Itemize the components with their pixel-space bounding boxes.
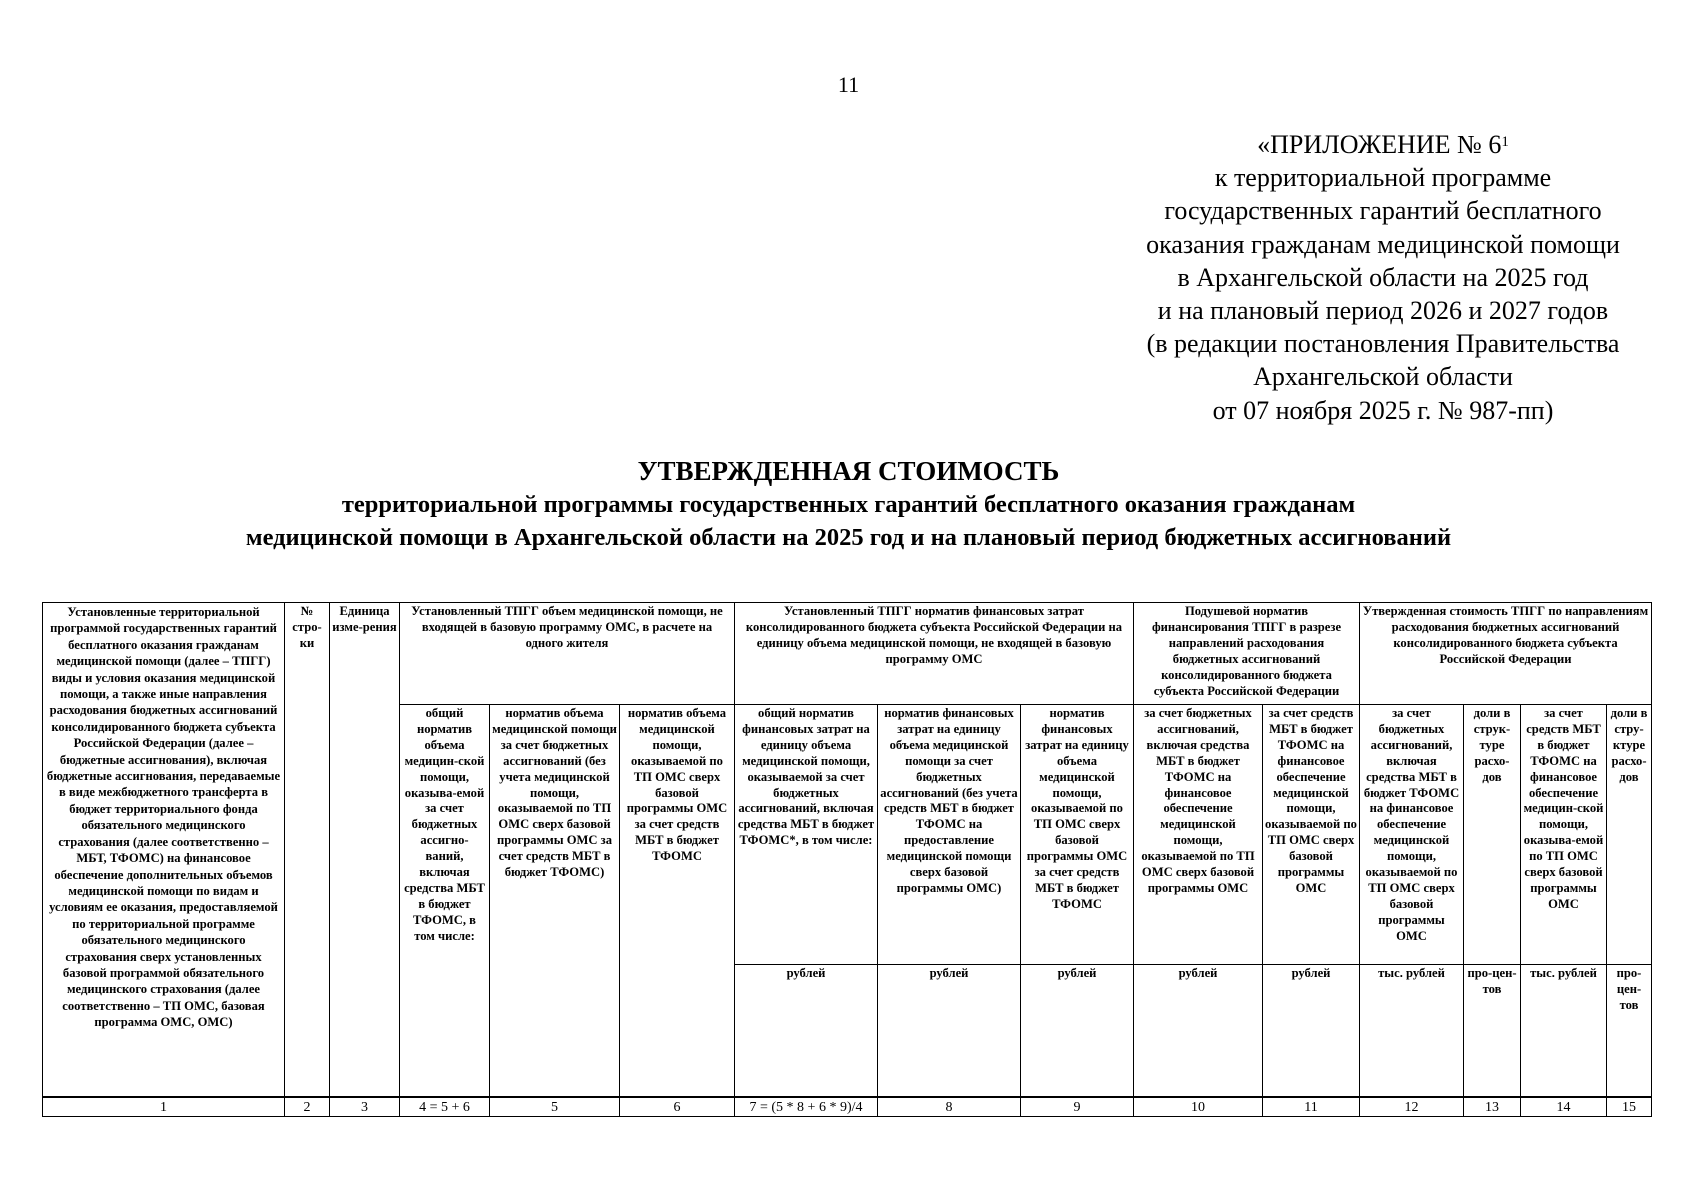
column-number: 4 = 5 + 6 — [400, 1097, 490, 1117]
appendix-line: государственных гарантий бесплатного — [1164, 196, 1602, 226]
budget-table — [42, 602, 1652, 1117]
header-group-per-capita: Подушевой норматив финансирования ТПГГ в разрезе направлений расходования бюджетных ассигнований консолидированного бюджета субъекта Российской Федерации — [1134, 603, 1360, 705]
header-cell-c4: общий норматив объема медицин-ской помощи, оказыва-емой за счет бюджетных ассигно-ваний, включая средства МБТ в бюджет ТФОМС, в том числе: — [400, 705, 490, 1098]
title-main: УТВЕРЖДЕННАЯ СТОИМОСТЬ — [637, 456, 1060, 486]
column-number: 14 — [1521, 1097, 1607, 1117]
unit-cell-c15: про-цен-тов — [1607, 965, 1652, 1098]
appendix-header — [1088, 128, 1678, 427]
header-group-cost-norm: Установленный ТПГГ норматив финансовых затрат консолидированного бюджета субъекта Российской Федерации на единицу объема медицинской помощи, не входящей в базовую программу ОМС — [735, 603, 1134, 705]
header-cell-c14: за счет средств МБТ в бюджет ТФОМС на финансовое обеспечение медицин-ской помощи, оказыва-емой по ТП ОМС сверх базовой программы ОМС — [1521, 705, 1607, 965]
column-number: 5 — [490, 1097, 620, 1117]
column-number: 10 — [1134, 1097, 1263, 1117]
column-number: 12 — [1360, 1097, 1464, 1117]
header-cell-c5: норматив объема медицинской помощи за счет бюджетных ассигнований (без учета медицинской помощи, оказываемой по ТП ОМС сверх базовой программы ОМС за счет средств МБТ в бюджет ТФОМС) — [490, 705, 620, 1098]
appendix-line: от 07 ноября 2025 г. № 987-пп) — [1212, 395, 1554, 425]
header-cell-c12: за счет бюджетных ассигнований, включая средства МБТ в бюджет ТФОМС на финансовое обеспечение медицинской помощи, оказываемой по ТП ОМС сверх базовой программы ОМС — [1360, 705, 1464, 965]
document-title — [0, 455, 1697, 554]
appendix-line: к территориальной программе — [1214, 163, 1552, 193]
unit-cell-c13: про-цен-тов — [1464, 965, 1521, 1098]
header-cell-c7: общий норматив финансовых затрат на единицу объема медицинской помощи, оказываемой за счет бюджетных ассигнований, включая средства МБТ в бюджет ТФОМС*, в том числе: — [735, 705, 878, 965]
unit-cell-c11: рублей — [1263, 965, 1360, 1098]
column-number: 13 — [1464, 1097, 1521, 1117]
unit-cell-c12: тыс. рублей — [1360, 965, 1464, 1098]
title-line: медицинской помощи в Архангельской области на 2025 год и на плановый период бюджетных ассигнований — [245, 524, 1452, 551]
column-number: 11 — [1263, 1097, 1360, 1117]
column-number: 2 — [285, 1097, 330, 1117]
header-cell-c15: доли в стру-ктуре расхо-дов — [1607, 705, 1652, 965]
title-line: территориальной программы государственных гарантий бесплатного оказания гражданам — [341, 491, 1356, 518]
appendix-line: Архангельской области — [1253, 362, 1513, 392]
header-cell-unit: Единица изме-рения — [330, 603, 400, 1098]
column-number: 6 — [620, 1097, 735, 1117]
header-cell-c9: норматив финансовых затрат на единицу объема медицинской помощи, оказываемой по ТП ОМС сверх базовой программы ОМС за счет средств МБТ в бюджет ТФОМС — [1021, 705, 1134, 965]
header-cell-row-number: № стро-ки — [285, 603, 330, 1098]
unit-cell-c7: рублей — [735, 965, 878, 1098]
column-number: 7 = (5 * 8 + 6 * 9)/4 — [735, 1097, 878, 1117]
header-cell-c8: норматив финансовых затрат на единицу объема медицинской помощи за счет бюджетных ассигнований (без учета средств МБТ в бюджет ТФОМС на предоставление медицинской помощи сверх базовой программы ОМС) — [878, 705, 1021, 965]
column-number: 15 — [1607, 1097, 1652, 1117]
unit-cell-c14: тыс. рублей — [1521, 965, 1607, 1098]
header-cell-c13: доли в струк-туре расхо-дов — [1464, 705, 1521, 965]
header-cell-types: Установленные территориальной программой государственных гарантий бесплатного оказания гражданам медицинской помощи (далее – ТПГГ) виды и условия оказания медицинской помощи, а также иные направления расходования бюджетных ассигнований консолидированного бюджета субъекта Российской Федерации (далее – бюджетные ассигнования), включая бюджетные ассигнования, передаваемые в виде межбюджетного трансферта в бюджет территориального фонда обязательного медицинского страхования (далее соответственно – МБТ, ТФОМС) на финансовое обеспечение дополнительных объемов медицинской помощи по видам и условиям ее оказания, предоставляемой по территориальной программе обязательного медицинского страхования сверх установленных базовой программой обязательного медицинского страхования (далее соответственно – ТП ОМС, базовая программа ОМС, ОМС) — [43, 603, 285, 1098]
unit-cell-c8: рублей — [878, 965, 1021, 1098]
header-group-approved-cost: Утвержденная стоимость ТПГГ по направлениям расходования бюджетных ассигнований консолидированного бюджета субъекта Российской Федерации — [1360, 603, 1652, 705]
column-number: 3 — [330, 1097, 400, 1117]
page-number: 11 — [837, 72, 860, 97]
header-cell-c11: за счет средств МБТ в бюджет ТФОМС на финансовое обеспечение медицинской помощи, оказываемой по ТП ОМС сверх базовой программы ОМС — [1263, 705, 1360, 965]
column-numbers-row — [43, 1097, 1652, 1117]
appendix-line: (в редакции постановления Правительства — [1146, 329, 1620, 359]
header-group-volume: Установленный ТПГГ объем медицинской помощи, не входящей в базовую программу ОМС, в расчете на одного жителя — [400, 603, 735, 705]
appendix-line: и на плановый период 2026 и 2027 годов — [1157, 296, 1609, 326]
unit-cell-c10: рублей — [1134, 965, 1263, 1098]
column-number: 8 — [878, 1097, 1021, 1117]
header-cell-c6: норматив объема медицинской помощи, оказываемой по ТП ОМС сверх базовой программы ОМС за счет средств МБТ в бюджет ТФОМС — [620, 705, 735, 1098]
column-number: 1 — [43, 1097, 285, 1117]
unit-cell-c9: рублей — [1021, 965, 1134, 1098]
header-cell-c10: за счет бюджетных ассигнований, включая средства МБТ в бюджет ТФОМС на финансовое обеспечение медицинской помощи, оказываемой по ТП ОМС сверх базовой программы ОМС — [1134, 705, 1263, 965]
column-number: 9 — [1021, 1097, 1134, 1117]
appendix-line: в Архангельской области на 2025 год — [1177, 262, 1589, 292]
appendix-title: «ПРИЛОЖЕНИЕ № $6^1$ — [1257, 130, 1509, 159]
appendix-line: оказания гражданам медицинской помощи — [1146, 229, 1620, 259]
